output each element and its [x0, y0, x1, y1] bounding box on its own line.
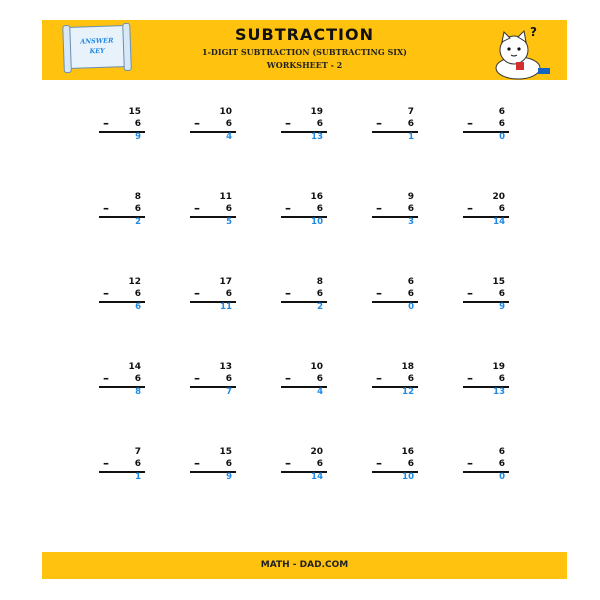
worksheet-number: WORKSHEET - 2	[266, 60, 343, 70]
answer: 9	[226, 472, 232, 482]
subtrahend: 6	[225, 204, 232, 214]
minuend: 10	[219, 107, 232, 117]
problem-16	[95, 362, 145, 402]
answer: 4	[317, 387, 323, 397]
minus-sign: –	[376, 201, 382, 215]
problem-23	[277, 447, 327, 487]
problem-13	[277, 277, 327, 317]
minuend: 20	[310, 447, 323, 457]
minuend: 8	[316, 277, 323, 287]
minus-sign: –	[285, 456, 291, 470]
minus-sign: –	[467, 456, 473, 470]
minuend: 15	[219, 447, 232, 457]
minuend: 6	[407, 277, 414, 287]
subtrahend: 6	[316, 459, 323, 469]
minus-sign: –	[194, 371, 200, 385]
subtrahend: 6	[225, 459, 232, 469]
minuend: 16	[401, 447, 414, 457]
answer-key-label: ANSWER KEY	[79, 36, 114, 56]
minus-sign: –	[376, 116, 382, 130]
subtrahend: 6	[316, 119, 323, 129]
minus-sign: –	[103, 371, 109, 385]
answer: 4	[226, 132, 232, 142]
problem-5	[459, 107, 509, 147]
minus-sign: –	[376, 286, 382, 300]
minus-sign: –	[103, 286, 109, 300]
problem-20	[459, 362, 509, 402]
page-subtitle: 1-DIGIT SUBTRACTION (SUBTRACTING SIX)	[202, 47, 407, 57]
minus-sign: –	[103, 456, 109, 470]
minuend: 14	[128, 362, 141, 372]
problem-21	[95, 447, 145, 487]
subtrahend: 6	[225, 289, 232, 299]
minuend: 11	[219, 192, 232, 202]
minuend: 7	[134, 447, 141, 457]
answer: 1	[135, 472, 141, 482]
problem-10	[459, 192, 509, 232]
answer: 10	[402, 472, 414, 482]
problem-17	[186, 362, 236, 402]
minuend: 15	[492, 277, 505, 287]
subtrahend: 6	[407, 459, 414, 469]
problem-7	[186, 192, 236, 232]
minus-sign: –	[103, 201, 109, 215]
minus-sign: –	[467, 201, 473, 215]
answer: 13	[311, 132, 323, 142]
minus-sign: –	[376, 371, 382, 385]
minuend: 9	[407, 192, 414, 202]
minus-sign: –	[194, 201, 200, 215]
minuend: 12	[128, 277, 141, 287]
answer: 9	[499, 302, 505, 312]
answer: 2	[317, 302, 323, 312]
answer: 3	[408, 217, 414, 227]
minuend: 17	[219, 277, 232, 287]
minus-sign: –	[194, 116, 200, 130]
subtrahend: 6	[134, 374, 141, 384]
answer: 5	[226, 217, 232, 227]
answer: 8	[135, 387, 141, 397]
subtrahend: 6	[134, 459, 141, 469]
footer-banner	[42, 552, 567, 579]
minus-sign: –	[285, 116, 291, 130]
answer: 11	[220, 302, 232, 312]
subtrahend: 6	[498, 204, 505, 214]
problem-24	[368, 447, 418, 487]
minus-sign: –	[103, 116, 109, 130]
answer: 12	[402, 387, 414, 397]
footer-site: MATH - DAD.COM	[260, 560, 349, 570]
minus-sign: –	[194, 456, 200, 470]
problem-19	[368, 362, 418, 402]
minuend: 18	[401, 362, 414, 372]
minuend: 6	[498, 107, 505, 117]
minus-sign: –	[285, 371, 291, 385]
svg-text:?: ?	[530, 25, 537, 39]
answer: 0	[499, 132, 505, 142]
subtrahend: 6	[407, 204, 414, 214]
problem-9	[368, 192, 418, 232]
minus-sign: –	[376, 456, 382, 470]
subtrahend: 6	[498, 374, 505, 384]
minuend: 15	[128, 107, 141, 117]
minus-sign: –	[467, 286, 473, 300]
problem-1	[95, 107, 145, 147]
minuend: 7	[407, 107, 414, 117]
problem-2	[186, 107, 236, 147]
problem-18	[277, 362, 327, 402]
answer: 1	[408, 132, 414, 142]
answer: 0	[408, 302, 414, 312]
subtrahend: 6	[498, 289, 505, 299]
answer: 7	[226, 387, 232, 397]
minus-sign: –	[285, 201, 291, 215]
answer: 13	[493, 387, 505, 397]
answer: 10	[311, 217, 323, 227]
problem-15	[459, 277, 509, 317]
subtrahend: 6	[498, 459, 505, 469]
minuend: 10	[310, 362, 323, 372]
subtrahend: 6	[316, 374, 323, 384]
minuend: 8	[134, 192, 141, 202]
subtrahend: 6	[134, 204, 141, 214]
answer: 6	[135, 302, 141, 312]
page-title: SUBTRACTION	[235, 25, 374, 44]
answer: 2	[135, 217, 141, 227]
minuend: 19	[492, 362, 505, 372]
problem-25	[459, 447, 509, 487]
problem-22	[186, 447, 236, 487]
minus-sign: –	[467, 116, 473, 130]
minuend: 13	[219, 362, 232, 372]
subtrahend: 6	[134, 289, 141, 299]
subtrahend: 6	[316, 204, 323, 214]
problem-4	[368, 107, 418, 147]
problem-3	[277, 107, 327, 147]
answer: 14	[311, 472, 323, 482]
problem-12	[186, 277, 236, 317]
subtrahend: 6	[407, 119, 414, 129]
subtrahend: 6	[316, 289, 323, 299]
subtrahend: 6	[134, 119, 141, 129]
problem-8	[277, 192, 327, 232]
answer: 14	[493, 217, 505, 227]
minuend: 19	[310, 107, 323, 117]
problem-11	[95, 277, 145, 317]
answer: 0	[499, 472, 505, 482]
minus-sign: –	[194, 286, 200, 300]
subtrahend: 6	[225, 374, 232, 384]
minuend: 16	[310, 192, 323, 202]
minus-sign: –	[285, 286, 291, 300]
minuend: 20	[492, 192, 505, 202]
minuend: 6	[498, 447, 505, 457]
problem-6	[95, 192, 145, 232]
problem-14	[368, 277, 418, 317]
subtrahend: 6	[498, 119, 505, 129]
answer: 9	[135, 132, 141, 142]
minus-sign: –	[467, 371, 473, 385]
subtrahend: 6	[407, 374, 414, 384]
subtrahend: 6	[407, 289, 414, 299]
subtrahend: 6	[225, 119, 232, 129]
